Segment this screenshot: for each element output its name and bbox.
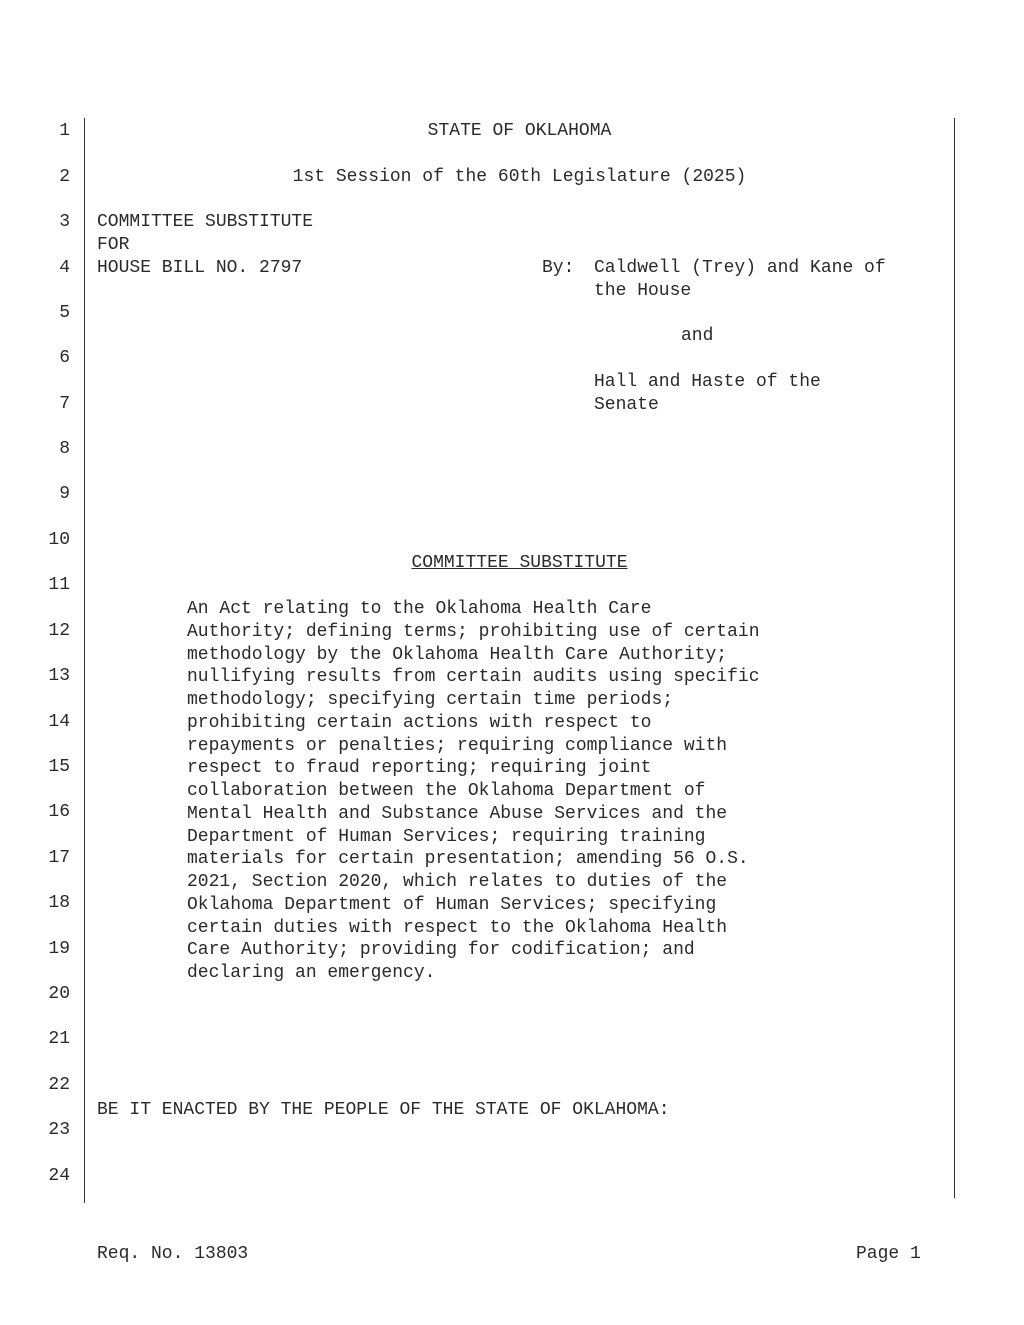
line-number: 12 [48, 621, 70, 641]
line-number: 6 [59, 348, 70, 368]
enacting-clause: BE IT ENACTED BY THE PEOPLE OF THE STATE OF OKLAHOMA: [97, 1100, 670, 1120]
senate-authors-cont: Senate [594, 395, 659, 415]
summary-line: nullifying results from certain audits using specific [187, 667, 760, 688]
summary-line: prohibiting certain actions with respect to [187, 712, 652, 733]
line-number: 3 [59, 212, 70, 232]
line-number: 18 [48, 893, 70, 913]
summary-line: certain duties with respect to the Oklahoma Health [187, 917, 728, 938]
summary-line: Mental Health and Substance Abuse Services and the [187, 803, 728, 824]
summary-line: Authority; defining terms; prohibiting use of certain [187, 621, 760, 642]
line-number: 13 [48, 666, 70, 686]
line-number: 2 [59, 167, 70, 187]
summary-line: declaring an emergency. [187, 963, 436, 983]
line-number: 23 [48, 1120, 70, 1140]
line-number: 15 [48, 757, 70, 777]
bill-for-line: FOR [97, 235, 130, 255]
bill-type-line: COMMITTEE SUBSTITUTE [97, 212, 314, 232]
summary-line: methodology by the Oklahoma Health Care Authority; [187, 644, 728, 665]
request-number: Req. No. 13803 [97, 1244, 249, 1264]
summary-line: Care Authority; providing for codification; and [187, 940, 695, 961]
line-number: 17 [48, 848, 70, 868]
summary-line: 2021, Section 2020, which relates to duties of the [187, 872, 728, 892]
summary-line: methodology; specifying certain time periods; [187, 690, 674, 710]
bill-number: HOUSE BILL NO. 2797 [97, 258, 303, 278]
summary-line: Oklahoma Department of Human Services; specifying [187, 894, 717, 915]
line-number: 22 [48, 1075, 70, 1095]
summary-line: An Act relating to the Oklahoma Health Care [187, 599, 652, 619]
line-number: 11 [48, 575, 70, 595]
state-heading: STATE OF OKLAHOMA [427, 121, 612, 141]
summary-line: materials for certain presentation; amending 56 O.S. [187, 849, 749, 870]
right-margin-rule [954, 118, 955, 1198]
line-number: 7 [59, 394, 70, 414]
summary-line: repayments or penalties; requiring compliance with [187, 735, 728, 756]
line-number: 19 [48, 939, 70, 959]
summary-line: collaboration between the Oklahoma Department of [187, 781, 706, 801]
authors-and: and [681, 326, 714, 346]
senate-authors: Hall and Haste of the [594, 372, 821, 392]
line-number: 21 [48, 1029, 70, 1049]
line-number: 5 [59, 303, 70, 323]
line-number: 14 [48, 712, 70, 732]
page-number: Page 1 [856, 1244, 921, 1264]
line-number: 16 [48, 802, 70, 822]
line-number: 4 [59, 258, 70, 278]
by-label: By: [542, 258, 575, 278]
committee-substitute-heading: COMMITTEE SUBSTITUTE [411, 553, 628, 573]
house-authors: Caldwell (Trey) and Kane of [594, 258, 886, 278]
summary-line: respect to fraud reporting; requiring joint [187, 758, 652, 779]
house-authors-cont: the House [594, 281, 692, 301]
left-margin-rule [84, 118, 85, 1203]
line-number: 1 [59, 121, 70, 141]
line-number: 10 [48, 530, 70, 550]
line-number: 9 [59, 484, 70, 504]
summary-line: Department of Human Services; requiring training [187, 826, 706, 847]
line-number: 8 [59, 439, 70, 459]
session-heading: 1st Session of the 60th Legislature (2025) [292, 167, 747, 187]
line-number: 20 [48, 984, 70, 1004]
line-number: 24 [48, 1166, 70, 1186]
bill-summary [187, 598, 847, 985]
